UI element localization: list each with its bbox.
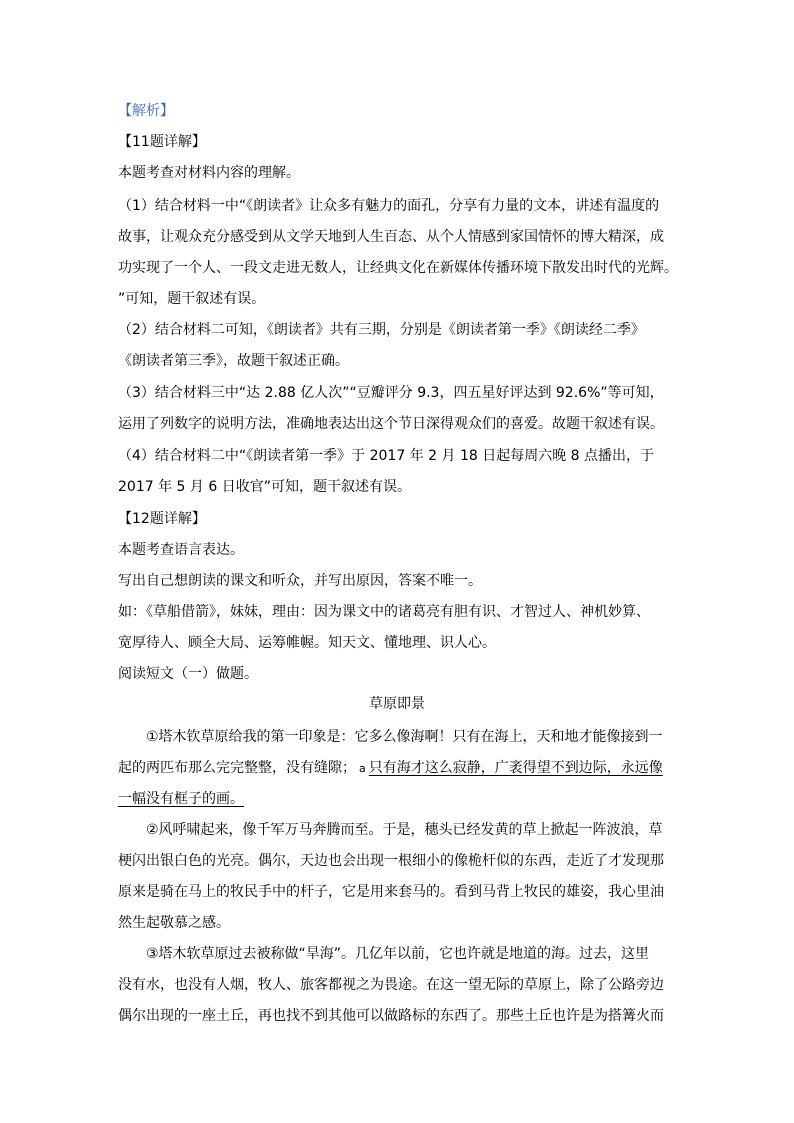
para2-line2: 梗闪出银白色的光亮。偶尔，天边也会出现一根细小的像桅杆似的东西，走近了才发现那 (118, 853, 664, 869)
q12-line2: 如：《草船借箭》，妹妹，理由：因为课文中的诸葛亮有胆有识、才智过人、神机妙算、 (118, 604, 650, 620)
para1-line2 (118, 758, 663, 779)
q11-p2-line2: 《朗读者第三季》，故题干叙述正确。 (118, 353, 349, 369)
para2-line1: ②风呼啸起来，像千军万马奔腾而至。于是，穗头已经发黄的草上掀起一阵波浪，草 (146, 822, 663, 838)
analysis-heading: 【解析】 (118, 103, 174, 119)
underlined-sentence-start: 只有海才这么寂静，广袤得望不到边际，永远像 (368, 760, 663, 776)
q11-p1-line4: ”可知，题干叙述有误。 (118, 291, 266, 307)
q12-heading: 【12题详解】 (118, 511, 206, 527)
q11-intro: 本题考查对材料内容的理解。 (118, 165, 300, 181)
q11-p1-line2: 故事，让观众充分感受到从文学天地到人生百态、从个人情感到家国情怀的博大精深，成 (118, 229, 664, 245)
underlined-sentence-end: 一幅没有框子的画。 (118, 791, 244, 807)
para3-line1: ③塔木软草原过去被称做“旱海”。几亿年以前，它也许就是地道的海。过去，这里 (146, 946, 650, 962)
q11-p1-line3: 功实现了一个人、一段文走进无数人，让经典文化在新媒体传播环境下散发出时代的光辉。 (118, 260, 678, 276)
para2-line4: 然生起敬慕之感。 (118, 915, 230, 931)
q12-line4: 阅读短文（一）做题。 (118, 666, 258, 682)
para2-line3: 原来是骑在马上的牧民手中的杆子，它是用来套马的。看到马背上牧民的雄姿，我心里油 (118, 884, 664, 900)
para1-line1: ①塔木钦草原给我的第一印象是：它多么像海啊！只有在海上，天和地才能像接到一 (146, 729, 663, 745)
q11-p3-line2: 运用了列数字的说明方法，准确地表达出这个节日深得观众们的喜爱。故题干叙述有误。 (118, 416, 664, 432)
article-title: 草原即景 (369, 696, 425, 712)
q12-line1: 写出自己想朗读的课文和听众，并写出原因，答案不唯一。 (118, 573, 482, 589)
q11-heading: 【11题详解】 (118, 134, 206, 150)
q12-intro: 本题考查语言表达。 (118, 542, 244, 558)
q11-p2-line1: （2）结合材料二可知，《朗读者》共有三期，分别是《朗读者第一季》《朗读经二季》 (118, 322, 645, 338)
q11-p4-line1: （4）结合材料二中“《朗读者第一季》于 2017 年 2 月 18 日起每周六晚 8 点播出，于 (118, 448, 655, 464)
para3-line2: 没有水，也没有人烟，牧人、旅客都视之为畏途。在这一望无际的草原上，除了公路旁边 (118, 977, 664, 993)
q11-p4-line2: 2017 年 5 月 6 日收官”可知，题干叙述有误。 (118, 479, 411, 495)
q11-p3-line1: （3）结合材料三中“达 2.88 亿人次”“豆瓣评分 9.3，四五星好评达到 92.6%”等可知， (118, 385, 664, 401)
para1-line2-start: 起的两匹布那么完完整整，没有缝隙； (118, 760, 356, 776)
underline-marker-a: a (359, 762, 366, 775)
q11-p1-line1: （1）结合材料一中“《朗读者》让众多有魅力的面孔，分享有力量的文本，讲述有温度的 (118, 198, 660, 214)
para3-line3: 偶尔出现的一座土丘，再也找不到其他可以做路标的东西了。那些土丘也许是为搭篝火而 (118, 1008, 664, 1024)
q12-line3: 宽厚待人、顾全大局、运筹帷幄。知天文、懂地理、识人心。 (118, 635, 496, 651)
